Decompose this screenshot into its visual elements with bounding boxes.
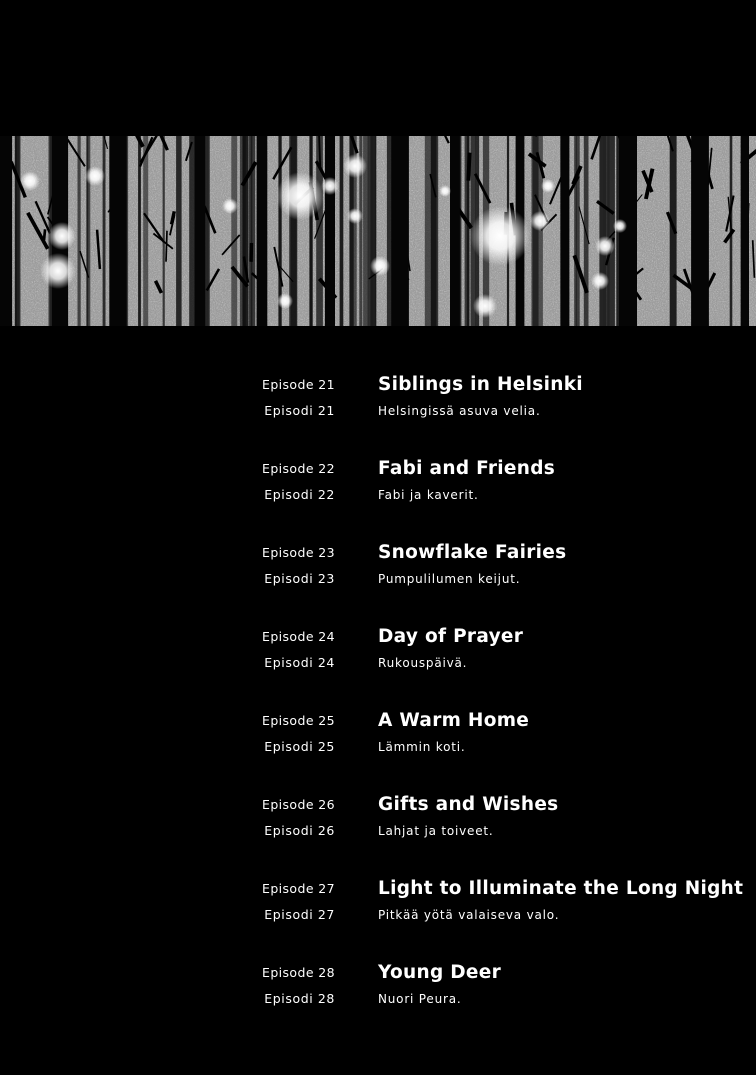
episode-label-fi: Episodi 23 bbox=[264, 571, 335, 586]
episode-title-en: Young Deer bbox=[378, 962, 502, 983]
episode-entry-26 bbox=[0, 793, 756, 853]
episode-entry-24 bbox=[0, 625, 756, 685]
episode-label-en: Episode 23 bbox=[262, 545, 335, 560]
episode-entry-22 bbox=[0, 457, 756, 517]
episode-entry-28 bbox=[0, 961, 756, 1021]
episode-title-fi: Lämmin koti. bbox=[378, 740, 466, 754]
episode-label-fi: Episodi 24 bbox=[264, 655, 335, 670]
episode-label-fi: Episodi 21 bbox=[264, 403, 335, 418]
episode-title-en: A Warm Home bbox=[378, 710, 530, 731]
episode-label-en: Episode 26 bbox=[262, 797, 335, 812]
episode-title-en: Light to Illuminate the Long Night bbox=[378, 878, 744, 899]
episode-label-en: Episode 28 bbox=[262, 965, 335, 980]
episode-title-en: Fabi and Friends bbox=[378, 458, 556, 479]
episode-label-fi: Episodi 22 bbox=[264, 487, 335, 502]
episode-label-en: Episode 24 bbox=[262, 629, 335, 644]
episode-title-en: Gifts and Wishes bbox=[378, 794, 559, 815]
episode-entry-21 bbox=[0, 373, 756, 433]
episode-title-fi: Nuori Peura. bbox=[378, 992, 462, 1006]
episode-label-fi: Episodi 25 bbox=[264, 739, 335, 754]
episode-title-fi: Lahjat ja toiveet. bbox=[378, 824, 494, 838]
episode-entry-25 bbox=[0, 709, 756, 769]
episode-title-fi: Fabi ja kaverit. bbox=[378, 488, 479, 502]
episode-label-en: Episode 27 bbox=[262, 881, 335, 896]
episode-title-fi: Rukouspäivä. bbox=[378, 656, 468, 670]
episode-title-en: Siblings in Helsinki bbox=[378, 374, 583, 395]
episode-title-en: Day of Prayer bbox=[378, 626, 524, 647]
episode-entry-23 bbox=[0, 541, 756, 601]
episode-label-fi: Episodi 27 bbox=[264, 907, 335, 922]
episode-title-fi: Pitkää yötä valaiseva valo. bbox=[378, 908, 560, 922]
episode-entry-27 bbox=[0, 877, 756, 937]
episode-title-en: Snowflake Fairies bbox=[378, 542, 567, 563]
episode-label-fi: Episodi 28 bbox=[264, 991, 335, 1006]
episode-label-en: Episode 21 bbox=[262, 377, 335, 392]
episode-title-fi: Pumpulilumen keijut. bbox=[378, 572, 521, 586]
episode-label-en: Episode 22 bbox=[262, 461, 335, 476]
episode-label-en: Episode 25 bbox=[262, 713, 335, 728]
episode-title-fi: Helsingissä asuva velia. bbox=[378, 404, 541, 418]
episode-label-fi: Episodi 26 bbox=[264, 823, 335, 838]
